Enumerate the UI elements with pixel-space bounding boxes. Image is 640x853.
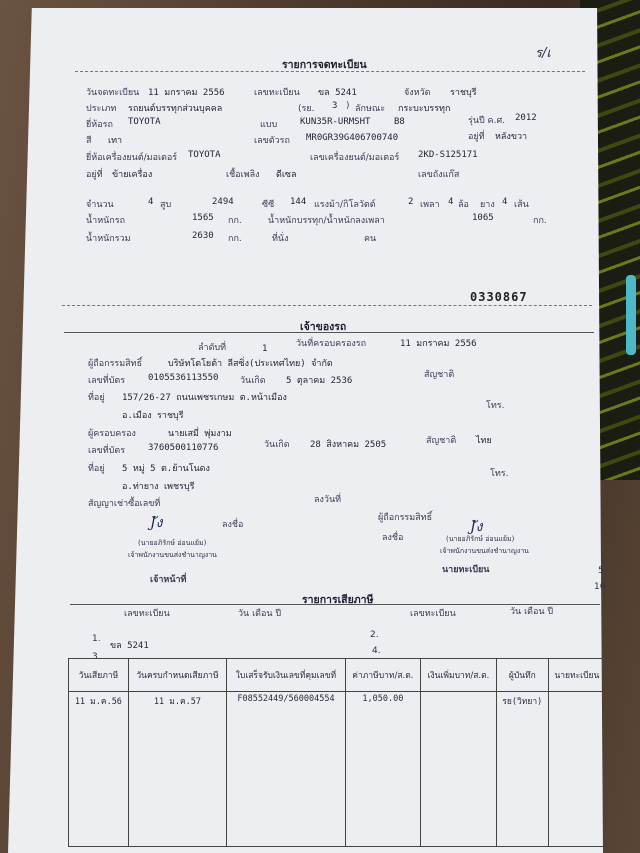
vin-label: เลขตัวรถ [254, 136, 290, 146]
gross-unit: กก. [228, 234, 242, 244]
vin-location: หลังขวา [495, 132, 528, 142]
tax-table [68, 658, 606, 847]
th-registrar: นายทะเบียน [548, 659, 605, 692]
own-date: 11 มกราคม 2556 [400, 339, 477, 349]
vehicle-type: รถยนต์บรรทุกส่วนบุคคล [128, 104, 223, 114]
engine-brand-label: ยี่ห้อเครื่องยนต์/มอเตอร์ [86, 153, 178, 163]
own-date-label: วันที่ครอบครองรถ [296, 339, 367, 349]
holder-id: 0105536113550 [148, 373, 219, 383]
sign-date-label: ลงวันที่ [314, 495, 342, 505]
holder-sign-label: ผู้ถือกรรมสิทธิ์ [378, 513, 433, 523]
seats-unit: คน [364, 234, 377, 244]
qty-label: จำนวน [86, 200, 114, 210]
holder-name: บริษัทโตโยต้า ลีสซิ่ง(ประเทศไทย) จำกัด [168, 359, 333, 369]
tax-plate-col: เลขทะเบียน [124, 609, 170, 619]
recorder: รย(วิทยา) [496, 692, 548, 847]
sign2-name: (นายอภิรักษ์ อ่อนแย้ม) [446, 535, 515, 543]
gross-weight: 2630 [192, 231, 214, 241]
engine-no-label: เลขเครื่องยนต์/มอเตอร์ [310, 153, 400, 163]
vin: MR0GR39G406700740 [306, 133, 399, 143]
officer-label: เจ้าหน้าที่ [150, 575, 187, 585]
vehicle-style: กระบะบรรทุก [398, 104, 451, 114]
divider [75, 71, 585, 72]
holder-address-2: อ.เมือง ราชบุรี [122, 411, 184, 421]
gas-tank-label: เลขถังแก๊ส [418, 170, 460, 180]
year-label: รุ่นปี ค.ศ. [468, 116, 506, 126]
horsepower: 144 [290, 197, 307, 207]
load-label: น้ำหนักบรรทุก/น้ำหนักลงเพลา [268, 216, 385, 226]
paddr-label: ที่อยู่ [88, 464, 105, 474]
margin-number-a: 5 [598, 566, 604, 576]
wheels: 4 [448, 197, 454, 207]
th-recorder: ผู้บันทึก [496, 659, 548, 692]
seq-label: ลำดับที่ [198, 343, 227, 353]
displacement: 2494 [212, 197, 234, 207]
possessor-address: 5 หมู่ 5 ต.ย้านโนดง [122, 464, 210, 474]
fuel: ดีเซล [276, 170, 297, 180]
color: เทา [108, 136, 123, 146]
wheel-unit: ล้อ [458, 200, 469, 210]
tax-plate-col-2: เลขทะเบียน [410, 609, 456, 619]
officer-signature: Jัง [150, 515, 163, 531]
rs-code: 3 [332, 101, 338, 111]
page-title: รายการจดทะเบียน [282, 59, 367, 71]
tel-label: โทร. [486, 401, 505, 411]
id-label: เลขที่บัตร [88, 376, 126, 386]
load-unit: กก. [533, 216, 547, 226]
tax-date-col: วัน เดือน ปี [238, 609, 282, 619]
sign2-label: ลงชื่อ [382, 533, 404, 543]
cylinder-unit: สูบ [160, 200, 172, 210]
vehicle-weight: 1565 [192, 213, 214, 223]
load-weight: 1065 [472, 213, 494, 223]
lease-label: สัญญาเช่าซื้อเลขที่ [88, 499, 161, 509]
holder-dob: 5 ตุลาคม 2536 [286, 376, 353, 386]
serial-number: 0330867 [470, 290, 528, 304]
tax-due-date: 11 ม.ค.57 [128, 692, 226, 847]
possessor-dob: 28 สิงหาคม 2505 [310, 440, 387, 450]
tax-row-2-num: 2. [370, 630, 379, 640]
brand: TOYOTA [128, 117, 161, 127]
model: KUN35R-URMSHT [300, 117, 371, 127]
model-extra: B8 [394, 117, 405, 127]
rs-prefix: (รย. [298, 104, 315, 114]
sign1-role: เจ้าพนักงานขนส่งชำนาญงาน [128, 551, 217, 559]
tax-date-col-2: วัน เดือน ปี [510, 607, 554, 617]
sign1-name: (นายอภิรักษ์ อ่อนแย้ม) [138, 539, 207, 547]
pid-label: เลขที่บัตร [88, 446, 126, 456]
sign2-role: เจ้าพนักงานขนส่งชำนาญงาน [440, 547, 529, 555]
tires-label: ยาง [480, 200, 495, 210]
holder-label: ผู้ถือกรรมสิทธิ์ [88, 359, 143, 369]
vin-location-label: อยู่ที่ [468, 132, 485, 142]
cylinders: 4 [148, 197, 154, 207]
divider [64, 332, 594, 333]
cc-unit: ซีซี [262, 200, 275, 210]
pen-icon [626, 275, 636, 355]
pdob-label: วันเกิด [264, 440, 290, 450]
owner-section-title: เจ้าของรถ [300, 321, 347, 333]
rs-suffix: ) [346, 101, 350, 111]
tax-row-1-plate: ขล 5241 [110, 641, 149, 651]
table-row [69, 692, 606, 847]
divider [62, 305, 592, 306]
type-label: ประเภท [86, 104, 117, 114]
gross-label: น้ำหนักรวม [86, 234, 131, 244]
registrar-signature: Jัง [470, 519, 483, 535]
engine-brand: TOYOTA [188, 150, 221, 160]
th-due-date: วันครบกำหนดเสียภาษี [128, 659, 226, 692]
style-label: ลักษณะ [355, 104, 386, 114]
reg-date-label: วันจดทะเบียน [86, 88, 140, 98]
th-receipt: ใบเสร็จรับเงินเลขที่คุมเลขที่ [227, 659, 346, 692]
seq: 1 [262, 344, 268, 354]
pnat-label: สัญชาติ [426, 436, 457, 446]
possessor-address-2: อ.ท่ายาง เพชรบุรี [122, 482, 195, 492]
holder-address: 157/26-27 ถนนเพชรเกษม ต.หน้าเมือง [122, 393, 287, 403]
possessor-nationality: ไทย [476, 436, 492, 446]
possessor-name: นายเสมี่ พุ่มงาม [168, 429, 232, 439]
tax-section-title: รายการเสียภาษี [302, 594, 374, 606]
model-year: 2012 [515, 113, 537, 123]
corner-handwriting: ร/เ [535, 46, 551, 61]
weight-label: น้ำหนักรถ [86, 216, 126, 226]
possessor-id: 3760500110776 [148, 443, 219, 453]
engine-no: 2KD-S125171 [418, 150, 478, 160]
surcharge [421, 692, 497, 847]
registrar-label: นายทะเบียน [442, 565, 490, 575]
fuel-label: เชื้อเพลิง [226, 170, 260, 180]
addr-label: ที่อยู่ [88, 393, 105, 403]
tax-amount: 1,050.00 [345, 692, 420, 847]
dob-label: วันเกิด [240, 376, 266, 386]
tax-row-4-num: 4. [372, 646, 381, 656]
tires: 4 [502, 197, 508, 207]
province: ราชบุรี [450, 88, 477, 98]
margin-number-b: 16 [594, 582, 606, 592]
province-label: จังหวัด [404, 88, 431, 98]
tax-paid-date: 11 ม.ค.56 [69, 692, 129, 847]
engine-loc-label: อยู่ที่ [86, 170, 103, 180]
engine-location: ข้ายเครื่อง [112, 170, 153, 180]
reg-date: 11 มกราคม 2556 [148, 88, 225, 98]
plate-label: เลขทะเบียน [254, 88, 300, 98]
sign-label: ลงชื่อ [222, 520, 244, 530]
th-tax-date: วันเสียภาษี [69, 659, 129, 692]
weight-unit: กก. [228, 216, 242, 226]
registrar-cell [548, 692, 605, 847]
seats-label: ที่นั่ง [272, 234, 289, 244]
color-label: สี [86, 136, 92, 146]
plate-number: ขล 5241 [318, 88, 357, 98]
hp-unit: แรงม้า/กิโลวัตต์ [314, 200, 376, 210]
tax-row-1-num: 1. [92, 634, 101, 644]
tire-unit: เส้น [514, 200, 529, 210]
possessor-label: ผู้ครอบครอง [88, 429, 136, 439]
axle-unit: เพลา [420, 200, 440, 210]
axles: 2 [408, 197, 414, 207]
nat-label: สัญชาติ [424, 370, 455, 380]
tax-row-3-num: 3. [92, 652, 101, 662]
th-tax-amount: ค่าภาษีบาท/ส.ต. [345, 659, 420, 692]
brand-label: ยี่ห้อรถ [86, 120, 113, 130]
ptel-label: โทร. [490, 469, 509, 479]
receipt-number: F08552449/560004554 [227, 692, 346, 847]
th-surcharge: เงินเพิ่มบาท/ส.ต. [421, 659, 497, 692]
model-label: แบบ [260, 120, 278, 130]
